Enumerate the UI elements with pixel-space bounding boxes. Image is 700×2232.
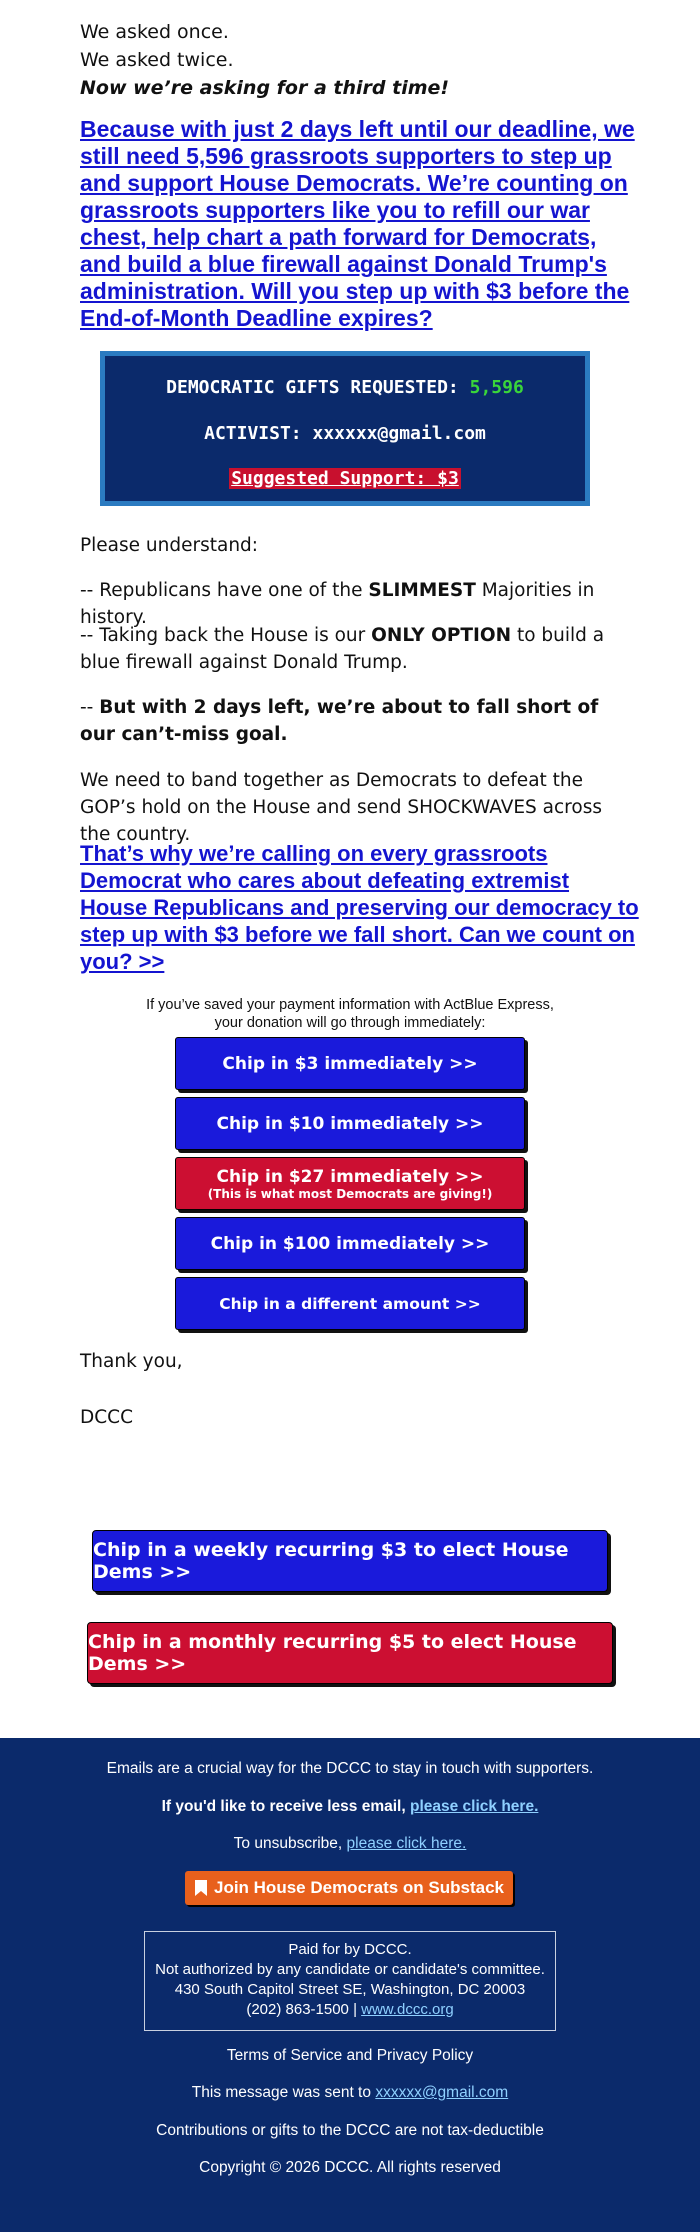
paid-for: Paid for by DCCC.	[288, 1941, 412, 1958]
p1-post: Majorities in history.	[80, 580, 595, 628]
thank-you: Thank you,	[80, 1351, 183, 1372]
terms-link[interactable]: Terms of Service and Privacy Policy	[226, 2047, 474, 2064]
headline-link[interactable]: Because with just 2 days left until our deadline, we still need 5,596 grassroots supporters to step up and support House Democrats. We’re counting on grassroots supporters like you to refill our war chest, help chart a path forward for Democrats, and build a blue firewall against Donald Trump's administration. Will you step up with $3 before the End-of-Month Deadline expires?	[80, 116, 635, 331]
button-label: Chip in $100 immediately >>	[210, 1233, 490, 1254]
emails-note: Emails are a crucial way for the DCCC to stay in touch with supporters.	[106, 1760, 594, 1777]
button-label: Chip in a weekly recurring $3 to elect House Dems >>	[93, 1539, 569, 1583]
less-email-link[interactable]: please click here.	[409, 1798, 539, 1815]
p1-bold: SLIMMEST	[368, 580, 476, 601]
signature: DCCC	[80, 1407, 133, 1428]
intro	[80, 18, 620, 102]
unsubscribe-link[interactable]: please click here.	[346, 1835, 467, 1852]
button-label: Chip in a different amount >>	[219, 1294, 481, 1313]
sent-to-email[interactable]: xxxxxx@gmail.com	[375, 2084, 509, 2101]
p2-pre: -- Taking back the House is our	[80, 625, 372, 646]
unsubscribe-text: To unsubscribe,	[233, 1835, 343, 1852]
gifts-value: 5,596	[469, 377, 524, 398]
copyright: Copyright © 2026 DCCC. All rights reserved	[199, 2159, 501, 2176]
sent-to-text: This message was sent to	[191, 2084, 371, 2101]
p1-pre: -- Republicans have one of the	[80, 580, 369, 601]
chip-in-27-button[interactable]	[175, 1157, 525, 1210]
gifts-label: DEMOCRATIC GIFTS REQUESTED:	[166, 377, 459, 398]
sent-to-row	[0, 2084, 700, 2102]
paragraph-band-together: We need to band together as Democrats to defeat the GOP’s hold on the House and send SHOCKWAVES across the country.	[80, 770, 602, 845]
p3-pre: --	[80, 697, 100, 718]
footer	[0, 1738, 700, 2232]
website-link[interactable]: www.dccc.org	[361, 2001, 454, 2018]
unsubscribe-row	[0, 1835, 700, 1853]
activist-box	[100, 351, 590, 506]
paragraph-only-option	[80, 622, 630, 676]
less-email-text: If you'd like to receive less email,	[161, 1798, 406, 1815]
activist-email: xxxxxx@gmail.com	[312, 423, 486, 444]
paid-for-box	[144, 1931, 556, 2031]
bookmark-icon	[194, 1879, 208, 1897]
substack-label: Join House Democrats on Substack	[213, 1878, 505, 1897]
p3-bold: But with 2 days left, we’re about to fall short of our can’t-miss goal.	[80, 697, 599, 745]
express-line-2: your donation will go through immediately:	[214, 1015, 486, 1031]
activist-row	[105, 423, 585, 444]
p2-bold: ONLY OPTION	[371, 625, 512, 646]
not-authorized: Not authorized by any candidate or candidate's committee.	[155, 1961, 545, 1978]
gifts-requested-row	[105, 377, 585, 398]
weekly-recurring-button[interactable]	[92, 1530, 608, 1592]
contact-row	[145, 2000, 555, 2020]
intro-line-2: We asked twice.	[80, 49, 234, 71]
substack-button[interactable]	[185, 1871, 513, 1905]
express-line-1: If you’ve saved your payment information with ActBlue Express,	[146, 997, 554, 1013]
button-label: Chip in $27 immediately >>	[216, 1166, 484, 1187]
intro-line-1: We asked once.	[80, 21, 229, 43]
intro-line-3: Now we’re asking for a third time!	[80, 77, 450, 99]
chip-in-10-button[interactable]	[175, 1097, 525, 1150]
button-label: Chip in $10 immediately >>	[216, 1113, 484, 1134]
paragraph-fall-short	[80, 694, 630, 748]
button-sublabel: (This is what most Democrats are giving!)	[207, 1186, 493, 1201]
suggested-support-link[interactable]: Suggested Support: $3	[231, 468, 459, 489]
chip-in-100-button[interactable]	[175, 1217, 525, 1270]
please-understand: Please understand:	[80, 535, 259, 556]
suggested-row	[105, 468, 585, 489]
p2-post: to build a blue firewall against Donald Trump.	[80, 625, 605, 673]
chip-in-3-button[interactable]	[175, 1037, 525, 1090]
phone: (202) 863-1500 |	[246, 2001, 357, 2018]
tax-note: Contributions or gifts to the DCCC are not tax-deductible	[156, 2122, 544, 2139]
less-email-row	[0, 1798, 700, 1816]
cta-link[interactable]: That’s why we’re calling on every grassroots Democrat who cares about defeating extremist House Republicans and preserving our democracy to step up with $3 before we fall short. Can we count on you? >>	[80, 841, 639, 974]
button-label: Chip in a monthly recurring $5 to elect House Dems >>	[88, 1631, 577, 1675]
chip-in-other-amount-button[interactable]	[175, 1277, 525, 1330]
express-note	[120, 996, 580, 1032]
activist-label: ACTIVIST:	[204, 423, 302, 444]
button-label: Chip in $3 immediately >>	[222, 1053, 478, 1074]
address: 430 South Capitol Street SE, Washington, DC 20003	[174, 1981, 526, 1998]
monthly-recurring-button[interactable]	[87, 1622, 613, 1684]
